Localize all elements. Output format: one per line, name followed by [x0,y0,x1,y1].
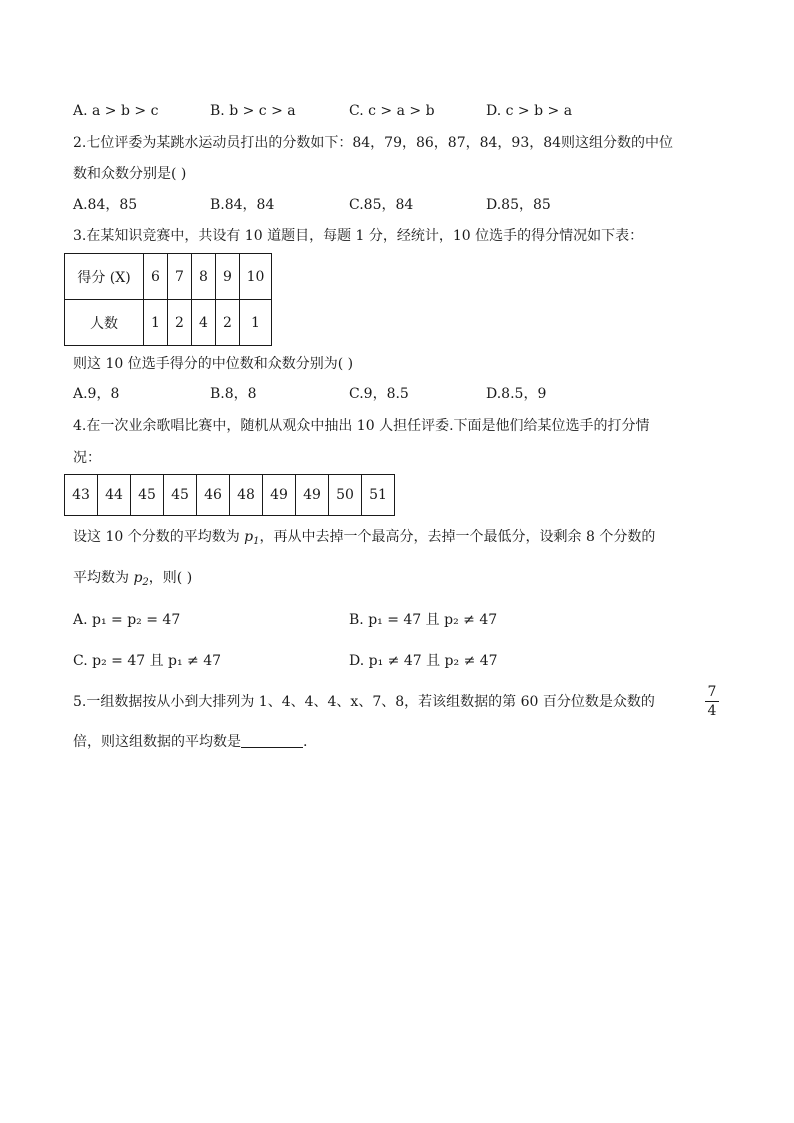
table-cell: 44 [98,475,131,516]
q2-option-a: A.84，85 [73,197,138,213]
score-frequency-table [64,253,272,346]
q4-option-d: D. p₁ ≠ 47 且 p₂ ≠ 47 [349,653,498,669]
q2-option-c: C.85，84 [349,197,414,213]
p1-symbol: $p_1$ [239,529,260,547]
q1-option-a: A. a > b > c [73,103,159,119]
q1-option-d: D. c > b > a [486,103,573,119]
answer-blank[interactable] [241,733,303,748]
table-cell: 4 [192,300,216,346]
table-cell: 43 [65,475,98,516]
q4-stem-line1: 4.在一次业余歌唱比赛中，随机从观众中抽出 10 人担任评委.下面是他们给某位选手的打分情 [73,418,650,434]
q2-stem-line2: 数和众数分别是( ) [73,166,187,182]
fraction-seven-fourths [705,684,719,719]
q3-stem-line1: 3.在某知识竞赛中，共设有 10 道题目，每题 1 分，经统计，10 位选手的得分情况如下表： [73,228,644,244]
q2-stem-line1: 2.七位评委为某跳水运动员打出的分数如下：84，79，86，87，84，93，84则这组分数的中位 [73,135,674,151]
table-cell: 1 [144,300,168,346]
q5-stem-line1: 5.一组数据按从小到大排列为 1、4、4、4、x、7、8，若该组数据的第 60 百分位数是众数的 [73,694,655,710]
q4-stem-line3-part2: ，再从中去掉一个最高分，去掉一个最低分，设剩余 8 个分数的 [259,529,656,545]
table-header-cell: 得分 (X) [65,254,144,300]
q4-option-b: B. p₁ = 47 且 p₂ ≠ 47 [349,612,498,628]
q1-option-b: B. b > c > a [210,103,296,119]
table-cell: 9 [216,254,240,300]
table-cell: 2 [216,300,240,346]
table-cell: 45 [131,475,164,516]
q5-stem-line2-part1: 倍，则这组数据的平均数是 [73,734,241,750]
table-cell: 7 [168,254,192,300]
table-cell: 51 [362,475,395,516]
q2-option-d: D.85，85 [486,197,551,213]
table-cell: 45 [164,475,197,516]
table-cell: 49 [296,475,329,516]
table-cell: 50 [329,475,362,516]
table-cell: 49 [263,475,296,516]
fraction-numerator: 7 [705,684,719,702]
q4-stem-line4-part2: ，则( ) [148,570,193,586]
q2-option-b: B.84，84 [210,197,275,213]
q3-option-a: A.9，8 [73,386,120,402]
table-cell: 10 [240,254,272,300]
q4-stem-line4 [73,568,192,593]
p2-symbol: $p_2$ [129,570,149,588]
q3-stem-line2: 则这 10 位选手得分的中位数和众数分别为( ) [73,356,354,372]
table-row [65,475,395,516]
table-cell: 48 [230,475,263,516]
table-cell: 6 [144,254,168,300]
table-cell: 8 [192,254,216,300]
table-row [65,254,272,300]
table-row [65,300,272,346]
q5-stem-line2-part2: . [303,734,308,750]
fraction-denominator: 4 [707,703,717,719]
q3-option-d: D.8.5，9 [486,386,547,402]
table-header-cell: 人数 [65,300,144,346]
q3-option-c: C.9，8.5 [349,386,409,402]
table-cell: 1 [240,300,272,346]
q4-option-a: A. p₁ = p₂ = 47 [73,612,181,628]
q4-stem-line4-part1: 平均数为 [73,570,129,586]
q4-stem-line3-part1: 设这 10 个分数的平均数为 [73,529,240,545]
q4-option-c: C. p₂ = 47 且 p₁ ≠ 47 [73,653,222,669]
q4-stem-line2: 况： [73,450,101,466]
scores-table [64,474,395,516]
q5-stem-line2 [73,732,307,752]
q3-option-b: B.8，8 [210,386,257,402]
q1-option-c: C. c > a > b [349,103,435,119]
table-cell: 2 [168,300,192,346]
q4-stem-line3 [73,527,655,552]
table-cell: 46 [197,475,230,516]
